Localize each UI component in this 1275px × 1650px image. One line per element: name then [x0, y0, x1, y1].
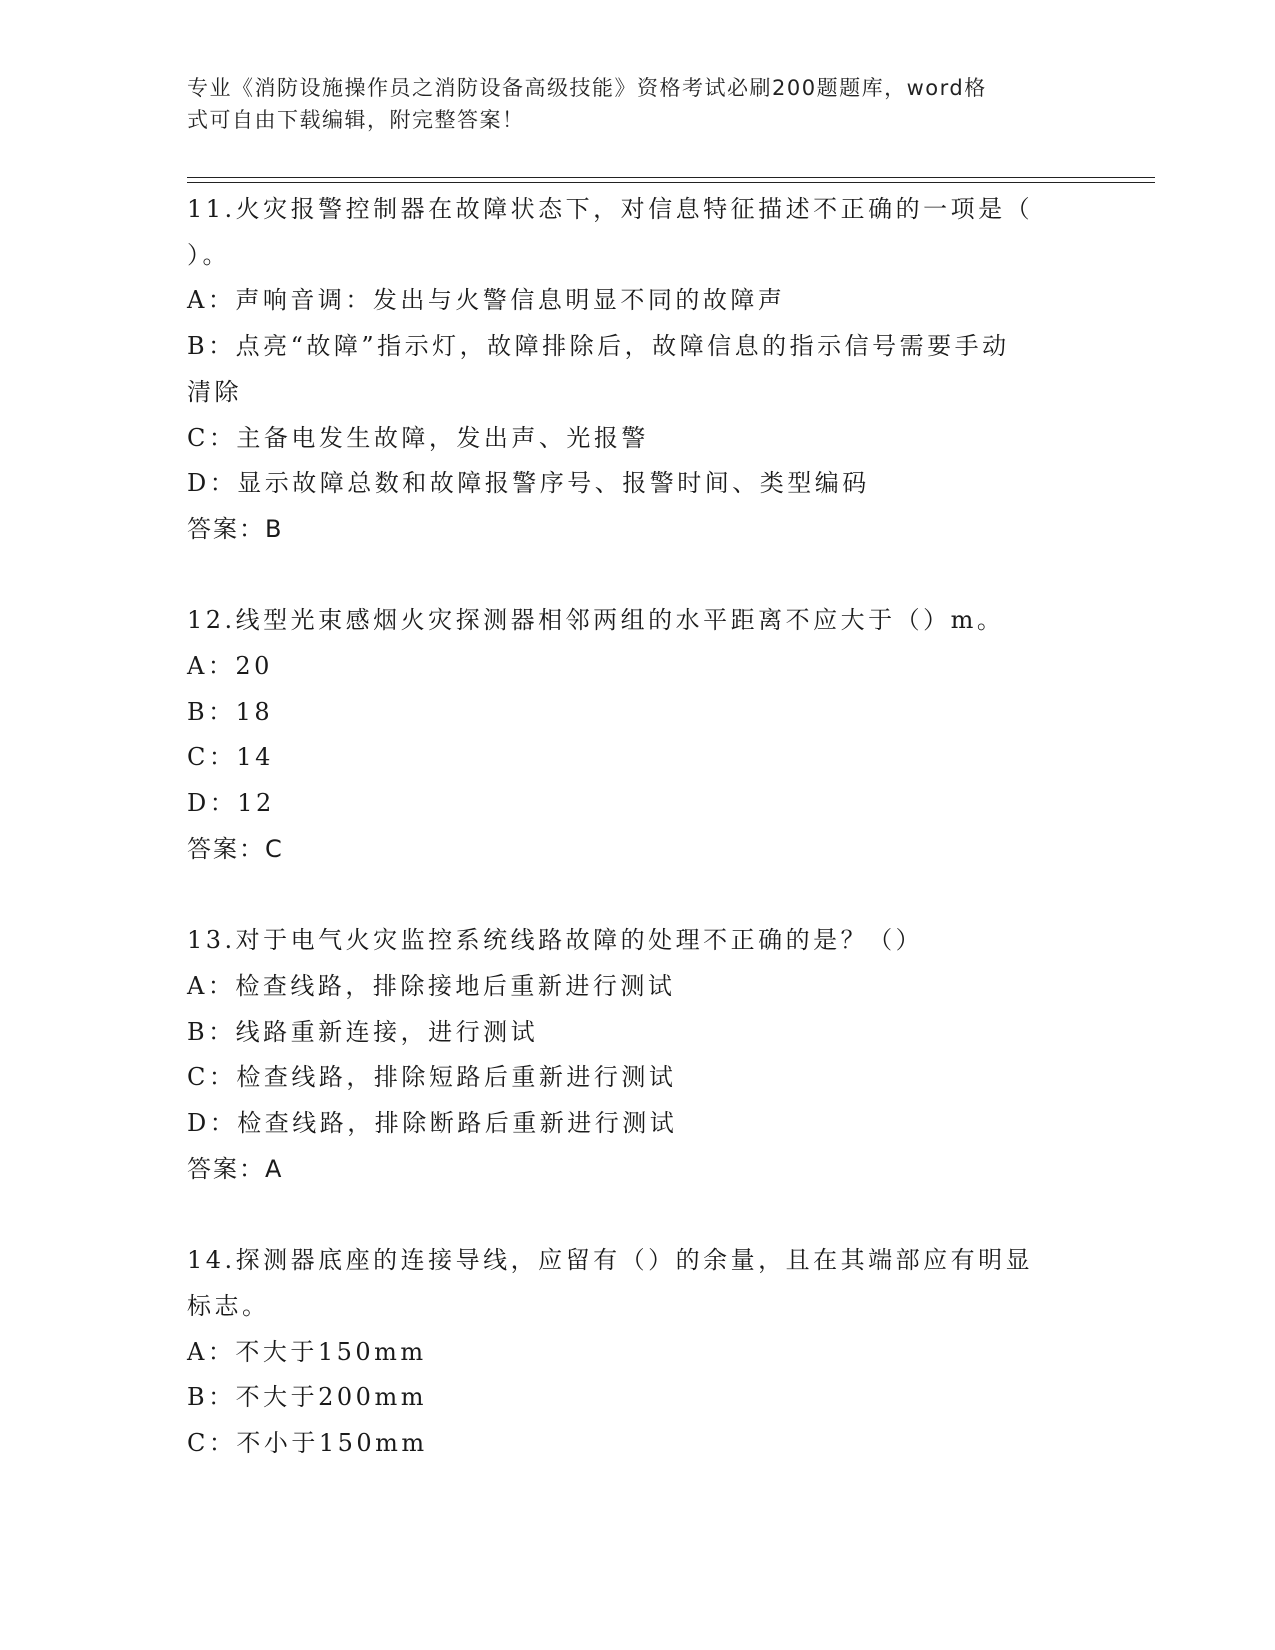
question-stem-continued: ）。 — [187, 240, 230, 269]
question-spacer — [187, 873, 1087, 919]
question-stem-continued: 标志。 — [187, 1291, 270, 1320]
option-d: D：检查线路，排除断路后重新进行测试 — [187, 1109, 678, 1138]
question-stem: 11.火灾报警控制器在故障状态下，对信息特征描述不正确的一项是（ — [187, 195, 1034, 223]
option-a: A：声响音调：发出与火警信息明显不同的故障声 — [187, 286, 786, 315]
option-a: A：不大于150mm — [187, 1337, 427, 1366]
question-stem: 14.探测器底座的连接导线，应留有（）的余量，且在其端部应有明显 — [187, 1246, 1034, 1275]
answer-line: 答案：B — [187, 514, 284, 543]
header-divider-bottom — [187, 182, 1155, 183]
question-stem: 12.线型光束感烟火灾探测器相邻两组的水平距离不应大于（）m。 — [187, 606, 1005, 635]
option-b-continued: 清除 — [187, 377, 242, 406]
option-a: A：检查线路，排除接地后重新进行测试 — [187, 971, 676, 1000]
document-header — [187, 72, 1067, 136]
option-c: C：主备电发生故障，发出声、光报警 — [187, 423, 649, 452]
header-line-1: 专业《消防设施操作员之消防设备高级技能》资格考试必刷200题题库，word格 — [187, 76, 987, 100]
option-c: C：14 — [187, 743, 274, 772]
answer-line: 答案：C — [187, 834, 284, 863]
option-a: A：20 — [187, 652, 273, 681]
option-b: B：线路重新连接，进行测试 — [187, 1017, 539, 1046]
header-divider-top — [187, 177, 1155, 178]
question-stem: 13.对于电气火灾监控系统线路故障的处理不正确的是？（） — [187, 926, 924, 955]
option-d: D：显示故障总数和故障报警序号、报警时间、类型编码 — [187, 469, 870, 498]
answer-line: 答案：A — [187, 1154, 284, 1183]
question-14 — [187, 1238, 1087, 1467]
question-list — [187, 187, 1087, 1467]
option-b: B：不大于200mm — [187, 1383, 427, 1412]
question-spacer — [187, 1192, 1087, 1238]
option-c: C：不小于150mm — [187, 1428, 428, 1457]
option-b: B：点亮“故障”指示灯，故障排除后，故障信息的指示信号需要手动 — [187, 332, 1010, 361]
option-b: B：18 — [187, 697, 274, 726]
option-d: D：12 — [187, 789, 275, 818]
question-12 — [187, 598, 1087, 872]
question-11 — [187, 187, 1087, 553]
question-13 — [187, 918, 1087, 1192]
header-line-2: 式可自由下载编辑，附完整答案！ — [187, 108, 525, 132]
option-c: C：检查线路，排除短路后重新进行测试 — [187, 1063, 677, 1092]
question-spacer — [187, 553, 1087, 599]
